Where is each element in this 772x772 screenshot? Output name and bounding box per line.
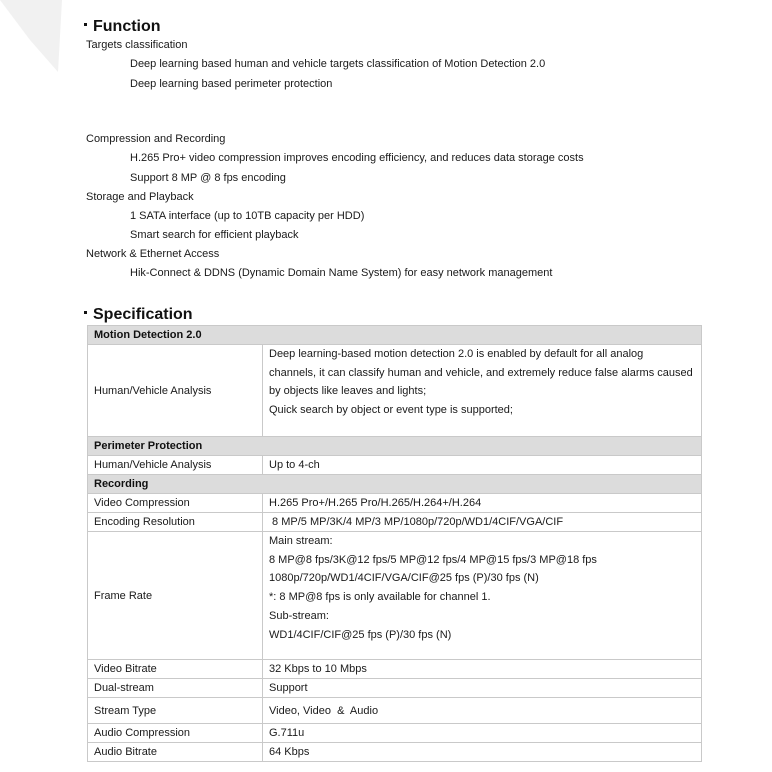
table-row [88, 494, 702, 513]
spec-key: Dual-stream [88, 679, 263, 698]
group-title: Network & Ethernet Access [86, 248, 220, 260]
specification-heading: Specification [84, 306, 193, 324]
feature-item: Deep learning based human and vehicle targets classification of Motion Detection 2.0 [130, 58, 546, 70]
group-title: Compression and Recording [86, 133, 226, 145]
spec-value: 64 Kbps [263, 743, 702, 762]
spec-key: Audio Compression [88, 724, 263, 743]
spec-value: 8 MP/5 MP/3K/4 MP/3 MP/1080p/720p/WD1/4CIF/VGA/CIF [263, 513, 702, 532]
table-row [88, 698, 702, 724]
spec-key: Frame Rate [88, 532, 263, 660]
table-row [88, 660, 702, 679]
feature-item: 1 SATA interface (up to 10TB capacity per HDD) [130, 210, 365, 222]
feature-item: Deep learning based perimeter protection [130, 78, 333, 90]
spec-key: Audio Bitrate [88, 743, 263, 762]
spec-value-line: channels, it can classify human and vehicle, and extremely reduce false alarms caused [269, 366, 693, 379]
spec-value: 32 Kbps to 10 Mbps [263, 660, 702, 679]
spec-value [263, 532, 702, 660]
spec-key: Video Bitrate [88, 660, 263, 679]
spec-value [263, 345, 702, 437]
table-row [88, 532, 702, 660]
table-row [88, 456, 702, 475]
spec-value: Video, Video & Audio [263, 698, 702, 724]
spec-value: Support [263, 679, 702, 698]
section-title: Perimeter Protection [88, 437, 702, 456]
table-row [88, 743, 702, 762]
specification-table [87, 325, 702, 762]
spec-value-line: *: 8 MP@8 fps is only available for channel 1. [269, 591, 491, 604]
heading-bullet-icon [84, 23, 87, 26]
feature-item: Smart search for efficient playback [130, 229, 299, 241]
spec-key: Human/Vehicle Analysis [88, 345, 263, 437]
spec-value-line: 1080p/720p/WD1/4CIF/VGA/CIF@25 fps (P)/30 fps (N) [269, 572, 539, 585]
group-title: Storage and Playback [86, 191, 194, 203]
spec-value-line: Sub-stream: [269, 609, 329, 622]
spec-key: Stream Type [88, 698, 263, 724]
spec-value-line: Deep learning-based motion detection 2.0 is enabled by default for all analog [269, 348, 644, 360]
heading-bullet-icon [84, 311, 87, 314]
section-header-row [88, 437, 702, 456]
group-title: Targets classification [86, 39, 188, 51]
section-title: Recording [88, 475, 702, 494]
table-row [88, 513, 702, 532]
spec-value: Up to 4-ch [263, 456, 702, 475]
spec-value-line: WD1/4CIF/CIF@25 fps (P)/30 fps (N) [269, 628, 452, 641]
spec-value-line: Quick search by object or event type is supported; [269, 404, 513, 417]
feature-item: Hik-Connect & DDNS (Dynamic Domain Name System) for easy network management [130, 267, 553, 279]
spec-key: Human/Vehicle Analysis [88, 456, 263, 475]
section-header-row [88, 475, 702, 494]
table-row [88, 679, 702, 698]
table-row [88, 724, 702, 743]
spec-key: Encoding Resolution [88, 513, 263, 532]
spec-value-line: 8 MP@8 fps/3K@12 fps/5 MP@12 fps/4 MP@15 fps/3 MP@18 fps [269, 553, 597, 566]
table-row [88, 345, 702, 437]
spec-value-line: Main stream: [269, 535, 333, 547]
spec-value-line: by objects like leaves and lights; [269, 385, 427, 398]
section-header-row [88, 326, 702, 345]
feature-item: Support 8 MP @ 8 fps encoding [130, 172, 286, 184]
feature-item: H.265 Pro+ video compression improves encoding efficiency, and reduces data storage costs [130, 152, 584, 164]
section-title: Motion Detection 2.0 [88, 326, 702, 345]
spec-value: G.711u [263, 724, 702, 743]
spec-key: Video Compression [88, 494, 263, 513]
spec-value: H.265 Pro+/H.265 Pro/H.265/H.264+/H.264 [263, 494, 702, 513]
function-heading: Function [84, 18, 161, 36]
